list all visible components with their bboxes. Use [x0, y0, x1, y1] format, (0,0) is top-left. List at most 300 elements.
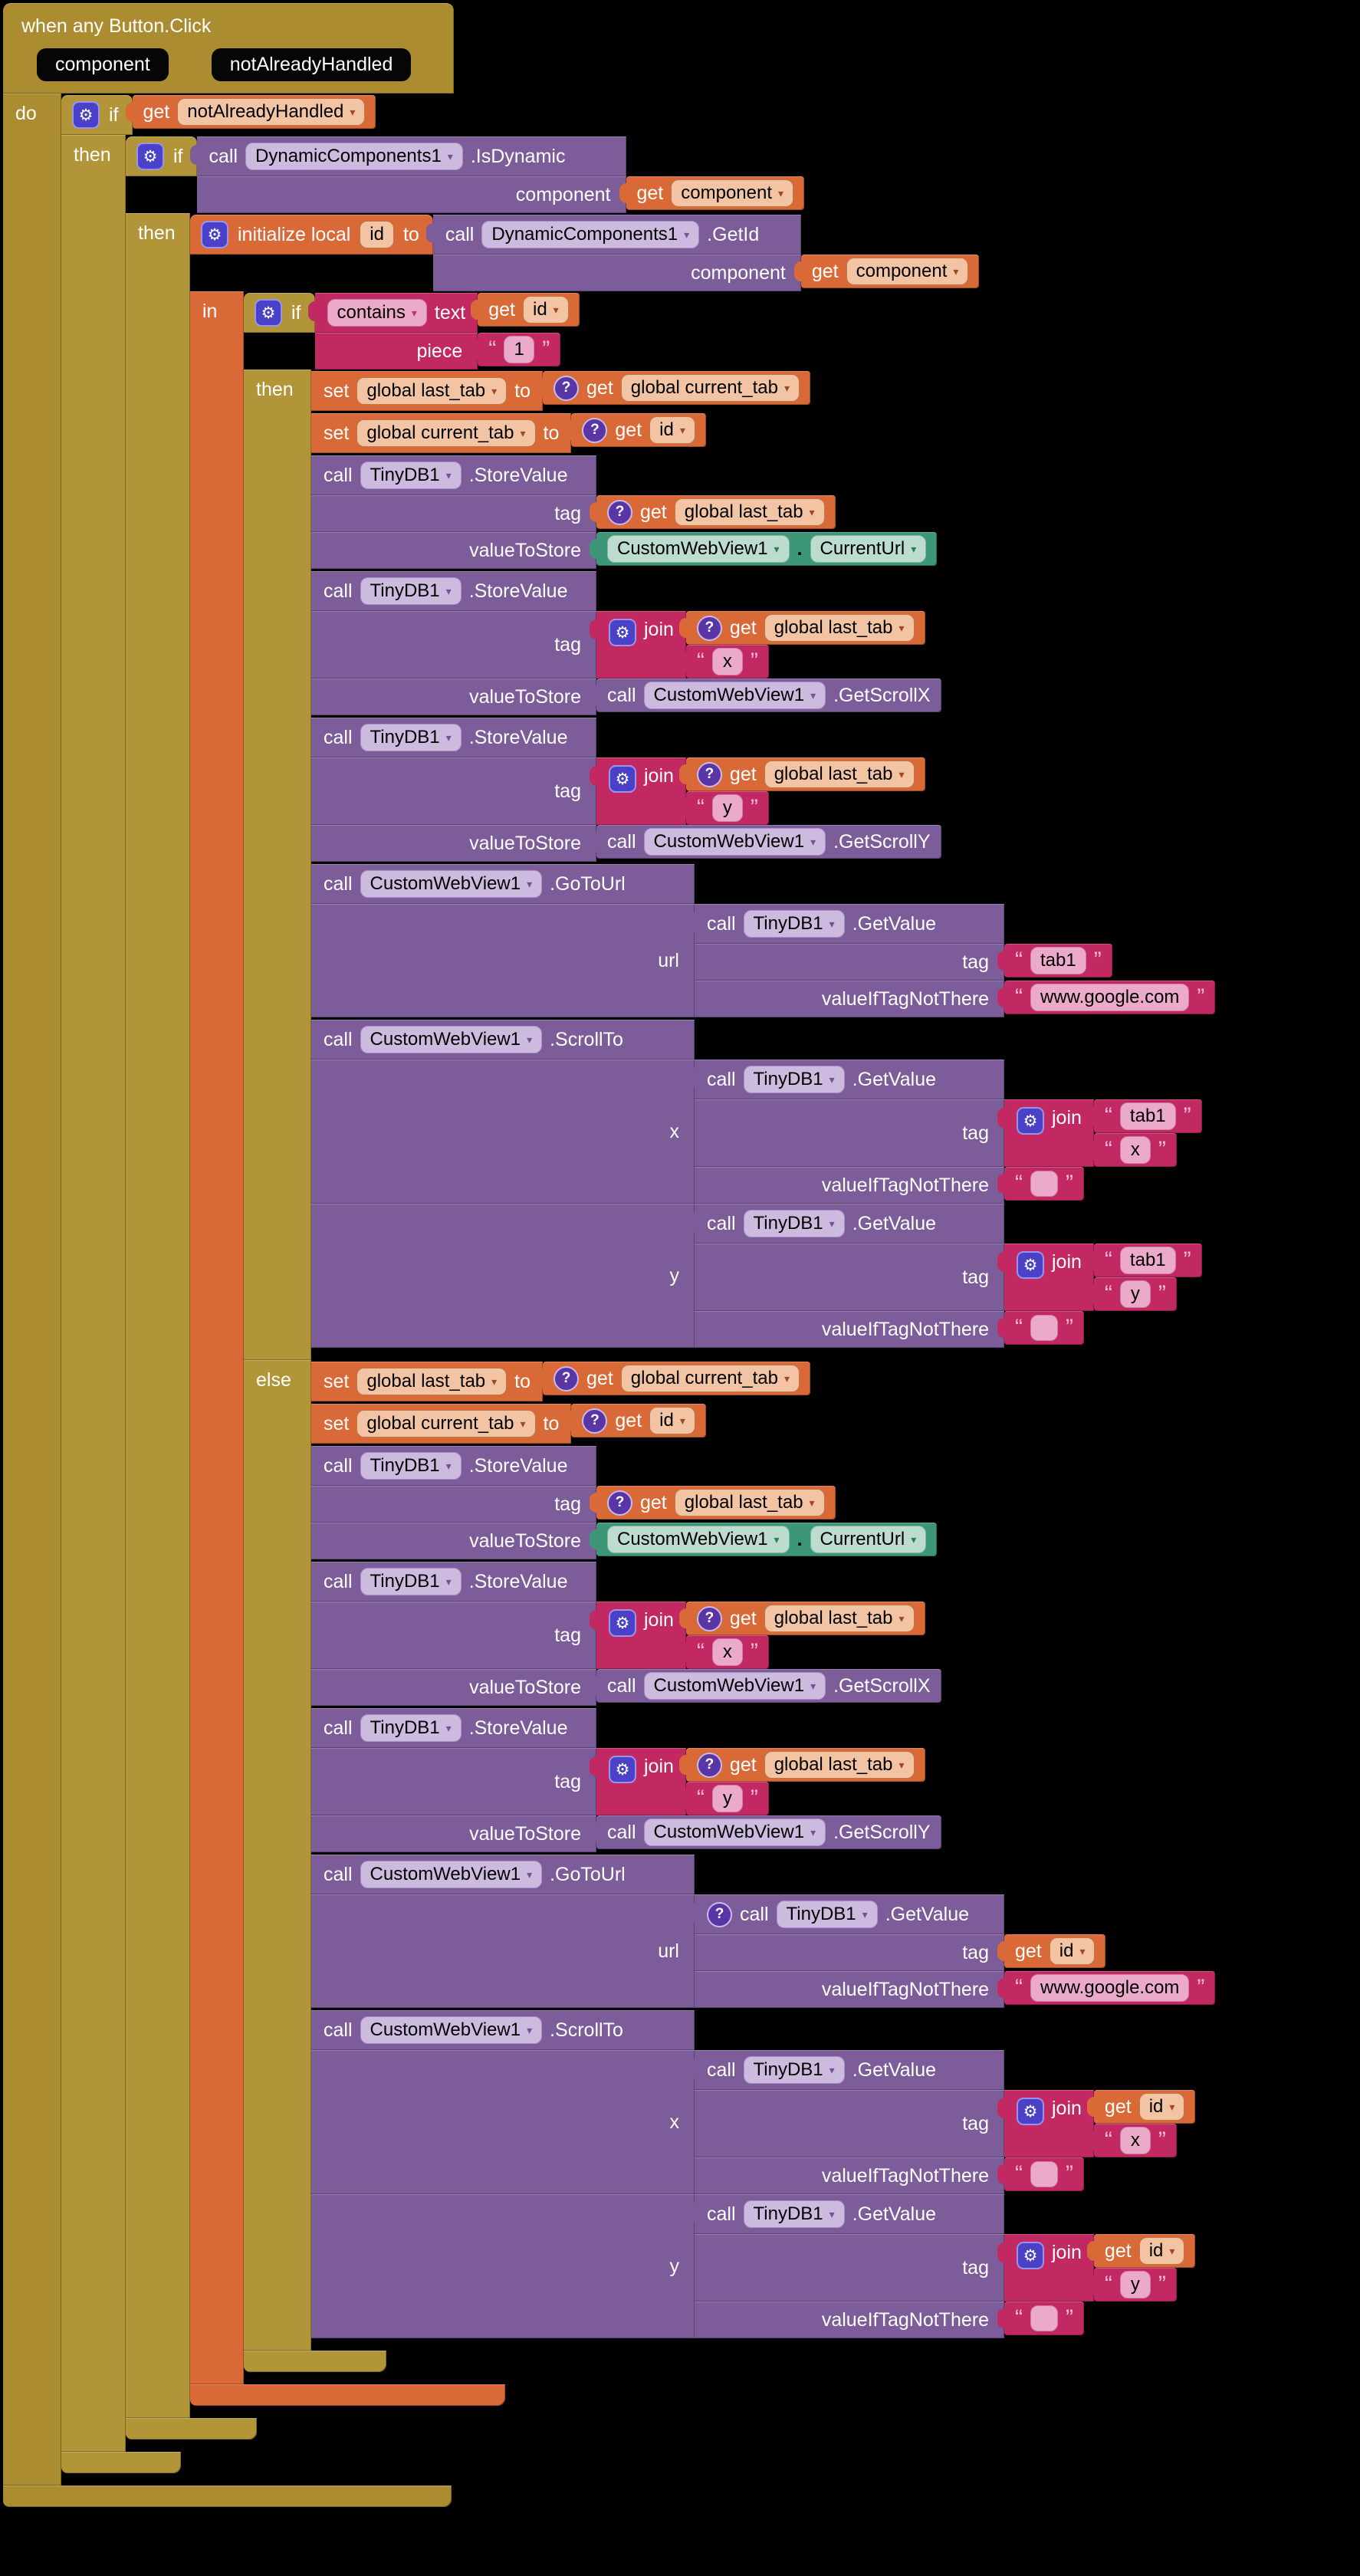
mutator-gear-icon[interactable]: ⚙ [609, 619, 636, 646]
param-label-valuetostore: valueToStore [311, 678, 596, 715]
open-quote: “ [488, 337, 497, 362]
text-string-block[interactable] [1094, 2268, 1177, 2302]
mutator-gear-icon[interactable]: ⚙ [1017, 1107, 1044, 1135]
component-dropdown-field[interactable]: TinyDB1 ▾ [360, 724, 462, 751]
method-name: .GetScrollX [833, 684, 931, 706]
dropdown-arrow-icon[interactable]: ▾ [520, 1418, 526, 1430]
open-quote: “ [1015, 2305, 1023, 2331]
param-label-valuetostore: valueToStore [311, 1669, 596, 1706]
call-tinydb-getvalue-block[interactable]: call TinyDB1 ▾ .GetValue tag ⚙ join “ tab1 ” “ y ” valueIfTagNotThere “ ” [695, 1204, 1202, 1348]
call-tinydb-storevalue-block[interactable]: call TinyDB1 ▾ .StoreValue tag ⚙ join ? get global last_tab ▾ “ x ” valueToStore call CustomWebView1 ▾ .GetScrollX [311, 571, 941, 715]
question-badge-icon[interactable]: ? [697, 616, 722, 641]
text-param-label: text [434, 301, 466, 324]
variable-dropdown-field[interactable]: id ▾ [649, 416, 695, 444]
block-foot [244, 2351, 386, 2372]
get-component-block[interactable]: get component ▾ [626, 176, 805, 210]
open-quote: “ [1015, 1975, 1023, 2000]
join-block[interactable]: ⚙ join ? get global last_tab ▾ “ x ” [596, 1602, 925, 1669]
text-string-block[interactable] [686, 1635, 769, 1669]
call-gotourl-block[interactable]: call CustomWebView1 ▾ .GoToUrl url call TinyDB1 ▾ .GetValue tag “ tab1 ” valueIfTagNotThere “ www.google.com ” [311, 864, 1215, 1017]
dropdown-arrow-icon[interactable]: ▾ [679, 424, 685, 436]
param-label-valuetostore: valueToStore [311, 1523, 596, 1559]
close-quote: ” [1066, 1171, 1073, 1196]
text-string-block[interactable] [1004, 944, 1112, 978]
dropdown-arrow-icon[interactable]: ▾ [445, 585, 452, 597]
method-name: .StoreValue [468, 580, 568, 602]
call-tinydb-getvalue-block[interactable]: ? call TinyDB1 ▾ .GetValue tag get id ▾ valueIfTagNotThere “ www.google.com ” [695, 1894, 1215, 2008]
text-string-block[interactable] [1004, 1971, 1215, 2005]
call-getscrolly-block[interactable]: call CustomWebView1 ▾ .GetScrollY [596, 1815, 941, 1849]
dropdown-arrow-icon[interactable]: ▾ [445, 1460, 452, 1472]
dropdown-arrow-icon[interactable]: ▾ [491, 1375, 498, 1388]
get-notalreadyhandled-block[interactable]: get notAlreadyHandled ▾ [133, 95, 376, 129]
variable-dropdown-field[interactable]: component ▾ [846, 258, 969, 285]
local-name-field[interactable]: id [360, 221, 394, 248]
call-tinydb-storevalue-block[interactable]: call TinyDB1 ▾ .StoreValue tag ? get global last_tab ▾ valueToStore CustomWebView1 ▾ . CurrentUrl ▾ [311, 1446, 937, 1559]
dropdown-arrow-icon[interactable]: ▾ [862, 1908, 868, 1921]
variable-dropdown-field[interactable]: global last_tab ▾ [764, 614, 915, 642]
dropdown-arrow-icon[interactable]: ▾ [1169, 2101, 1175, 2113]
text-field[interactable]: 1 [504, 336, 534, 363]
param-label-tag: tag [311, 1602, 596, 1669]
param-label-url: url [311, 1894, 695, 2008]
mutator-gear-icon[interactable]: ⚙ [255, 299, 282, 327]
call-tinydb-storevalue-block[interactable]: call TinyDB1 ▾ .StoreValue tag ⚙ join ? get global last_tab ▾ “ y ” valueToStore call CustomWebView1 ▾ .GetScrollY [311, 718, 941, 862]
initialize-local-block[interactable] [190, 215, 1215, 2406]
get-global-last-tab-block[interactable]: ? get global last_tab ▾ [596, 1486, 836, 1520]
join-block[interactable]: ⚙ join ? get global last_tab ▾ “ y ” [596, 757, 925, 825]
component-dropdown-field[interactable]: TinyDB1 ▾ [744, 910, 845, 938]
variable-dropdown-field[interactable]: global last_tab ▾ [764, 761, 915, 788]
call-tinydb-getvalue-block[interactable]: call TinyDB1 ▾ .GetValue tag “ tab1 ” valueIfTagNotThere “ www.google.com ” [695, 904, 1215, 1017]
text-field[interactable] [1030, 1171, 1058, 1197]
join-block[interactable]: ⚙ join ? get global last_tab ▾ “ x ” [596, 611, 925, 678]
dropdown-arrow-icon[interactable]: ▾ [810, 836, 816, 848]
dropdown-arrow-icon[interactable]: ▾ [445, 1576, 452, 1588]
open-quote: “ [696, 1786, 705, 1811]
method-name: .GetValue [852, 2058, 937, 2081]
join-block[interactable]: ⚙ join get id ▾ “ x ” [1004, 2090, 1195, 2157]
call-tinydb-storevalue-block[interactable]: call TinyDB1 ▾ .StoreValue tag ⚙ join ? get global last_tab ▾ “ x ” valueToStore call CustomWebView1 ▾ .GetScrollX [311, 1562, 941, 1706]
component-dropdown-field[interactable]: CustomWebView1 ▾ [360, 2016, 543, 2044]
empty-text-string-block[interactable] [1004, 1167, 1084, 1201]
component-dropdown-field[interactable]: DynamicComponents1 ▾ [245, 143, 463, 170]
mutator-gear-icon[interactable]: ⚙ [136, 143, 164, 170]
dropdown-arrow-icon[interactable]: ▾ [783, 382, 790, 394]
component-dropdown-field[interactable]: CustomWebView1 ▾ [360, 870, 543, 898]
param-label-url: url [311, 904, 695, 1017]
if-else-block-contains[interactable] [244, 293, 1215, 2372]
join-block[interactable]: ⚙ join get id ▾ “ y ” [1004, 2234, 1195, 2302]
text-string-block[interactable] [478, 333, 560, 366]
call-tinydb-getvalue-block[interactable]: call TinyDB1 ▾ .GetValue tag ⚙ join get id ▾ “ y ” valueIfTagNotThere “ ” [695, 2194, 1195, 2338]
dropdown-arrow-icon[interactable]: ▾ [445, 469, 452, 481]
dropdown-arrow-icon[interactable]: ▾ [829, 1073, 835, 1086]
call-getscrolly-block[interactable]: call CustomWebView1 ▾ .GetScrollY [596, 825, 941, 859]
open-quote: “ [1104, 1281, 1112, 1306]
variable-dropdown-field[interactable]: global last_tab ▾ [675, 1489, 825, 1516]
get-id-block[interactable]: get id ▾ [1094, 2234, 1195, 2268]
get-global-last-tab-block[interactable]: ? get global last_tab ▾ [686, 1602, 925, 1635]
variable-dropdown-field[interactable]: global last_tab ▾ [675, 498, 825, 526]
component-dropdown-field[interactable]: TinyDB1 ▾ [360, 1568, 462, 1595]
join-block[interactable]: ⚙ join ? get global last_tab ▾ “ y ” [596, 1748, 925, 1815]
component-dropdown-field[interactable]: TinyDB1 ▾ [360, 577, 462, 605]
param-label-y: y [311, 2194, 695, 2338]
text-field[interactable] [1030, 2305, 1058, 2331]
question-badge-icon[interactable]: ? [607, 500, 632, 525]
get-global-current-tab-block[interactable]: ? get global current_tab ▾ [543, 1362, 810, 1395]
text-field[interactable]: x [712, 648, 743, 675]
dropdown-arrow-icon[interactable]: ▾ [829, 2064, 835, 2076]
set-global-current-tab-block[interactable]: set global current_tab ▾ to ? get id ▾ [311, 413, 706, 453]
component-dropdown-field[interactable]: TinyDB1 ▾ [360, 1452, 462, 1480]
method-name: .StoreValue [468, 1454, 568, 1477]
dropdown-arrow-icon[interactable]: ▾ [527, 1868, 533, 1881]
if-header[interactable] [126, 136, 197, 176]
text-field[interactable]: y [1120, 2271, 1151, 2298]
block-foot [190, 2384, 505, 2406]
param-label-valueiftagnotthere: valueIfTagNotThere [695, 1167, 1004, 1204]
question-badge-icon[interactable]: ? [697, 1606, 722, 1631]
text-field[interactable]: x [712, 1638, 743, 1666]
variable-dropdown-field[interactable]: id ▾ [1050, 1937, 1096, 1965]
if-keyword: if [291, 301, 301, 324]
when-any-button-click-event-block[interactable] [3, 3, 1215, 2507]
method-name: .GetValue [852, 1068, 937, 1090]
component-dropdown-field[interactable]: TinyDB1 ▾ [744, 2200, 845, 2228]
dropdown-arrow-icon[interactable]: ▾ [491, 385, 498, 397]
if-header[interactable] [61, 95, 133, 135]
text-field[interactable]: tab1 [1120, 1102, 1176, 1130]
param-label-valueiftagnotthere: valueIfTagNotThere [695, 1971, 1004, 2008]
then-slot [126, 213, 1215, 2418]
dropdown-arrow-icon[interactable]: ▾ [527, 878, 533, 890]
call-scrollto-block[interactable]: call CustomWebView1 ▾ .ScrollTo x call TinyDB1 ▾ .GetValue tag ⚙ join get id ▾ “ x ” valueIfTagNotThere “ ” y call TinyDB1 ▾ .GetValue tag ⚙ join get id ▾ “ y ” valueIfTagNotThere “ ” [311, 2010, 1195, 2338]
text-string-block[interactable] [686, 791, 769, 825]
variable-dropdown-field[interactable]: global current_tab ▾ [621, 1365, 800, 1392]
call-scrollto-block[interactable]: call CustomWebView1 ▾ .ScrollTo x call TinyDB1 ▾ .GetValue tag ⚙ join “ tab1 ” “ x ” valueIfTagNotThere “ ” y call TinyDB1 ▾ .GetValue tag ⚙ join “ tab1 ” “ y ” valueIfTagNotThere “ ” [311, 1020, 1202, 1348]
param-label-tag: tag [311, 495, 596, 532]
question-badge-icon[interactable]: ? [607, 1490, 632, 1516]
open-quote: “ [696, 1639, 705, 1664]
slot-label-then: then [61, 135, 126, 2452]
close-quote: ” [1066, 1315, 1073, 1340]
mutator-gear-icon[interactable]: ⚙ [1017, 2242, 1044, 2269]
empty-text-string-block[interactable] [1004, 2302, 1084, 2335]
dropdown-arrow-icon[interactable]: ▾ [684, 228, 690, 241]
open-quote: “ [696, 649, 705, 674]
call-tinydb-getvalue-block[interactable]: call TinyDB1 ▾ .GetValue tag ⚙ join get id ▾ “ x ” valueIfTagNotThere “ ” [695, 2050, 1195, 2194]
dropdown-arrow-icon[interactable]: ▾ [774, 1533, 780, 1546]
text-string-block[interactable] [1004, 981, 1215, 1014]
text-field[interactable]: x [1120, 2127, 1151, 2154]
text-field[interactable]: www.google.com [1030, 1974, 1189, 2002]
param-label-valuetostore: valueToStore [311, 532, 596, 569]
initialize-local-header[interactable]: ⚙ initialize local id to [190, 215, 433, 255]
dropdown-arrow-icon[interactable]: ▾ [520, 427, 526, 439]
component-dropdown-field[interactable]: TinyDB1 ▾ [360, 1714, 462, 1742]
block-foot [61, 2452, 181, 2473]
set-global-last-tab-block[interactable]: set global last_tab ▾ to ? get global current_tab ▾ [311, 371, 810, 411]
dropdown-arrow-icon[interactable]: ▾ [527, 2024, 533, 2036]
open-quote: “ [1015, 984, 1023, 1010]
open-quote: “ [1104, 1103, 1112, 1129]
call-tinydb-getvalue-block[interactable]: call TinyDB1 ▾ .GetValue tag ⚙ join “ tab1 ” “ x ” valueIfTagNotThere “ ” [695, 1060, 1202, 1204]
dropdown-arrow-icon[interactable]: ▾ [810, 689, 816, 702]
dropdown-arrow-icon[interactable]: ▾ [445, 731, 452, 744]
method-name: .IsDynamic [470, 145, 566, 167]
dropdown-arrow-icon[interactable]: ▾ [445, 1722, 452, 1734]
get-global-last-tab-block[interactable]: ? get global last_tab ▾ [686, 757, 925, 791]
component-dropdown-field[interactable]: TinyDB1 ▾ [744, 1066, 845, 1093]
property-dropdown-field[interactable]: CurrentUrl ▾ [810, 1526, 927, 1553]
dropdown-arrow-icon[interactable]: ▾ [783, 1372, 790, 1385]
open-quote: “ [1104, 2272, 1112, 2297]
mutator-gear-icon[interactable]: ⚙ [1017, 2098, 1044, 2125]
dropdown-arrow-icon[interactable]: ▾ [1169, 2245, 1175, 2257]
open-quote: “ [1104, 2128, 1112, 2153]
component-dropdown-field[interactable]: TinyDB1 ▾ [744, 2056, 845, 2084]
webview-currenturl-getter-block[interactable]: CustomWebView1 ▾ . CurrentUrl ▾ [596, 532, 937, 566]
slot-label-then: then [244, 370, 311, 1360]
webview-currenturl-getter-block[interactable]: CustomWebView1 ▾ . CurrentUrl ▾ [596, 1523, 937, 1556]
dropdown-arrow-icon[interactable]: ▾ [829, 2208, 835, 2220]
join-block[interactable]: ⚙ join “ tab1 ” “ y ” [1004, 1244, 1202, 1311]
text-string-block[interactable] [1094, 1277, 1177, 1311]
variable-dropdown-field[interactable]: id ▾ [1139, 2093, 1185, 2121]
dropdown-arrow-icon[interactable]: ▾ [898, 622, 905, 634]
in-slot [190, 291, 1215, 2384]
close-quote: ” [750, 795, 758, 820]
text-string-block[interactable] [686, 645, 769, 678]
close-quote: ” [1158, 2272, 1166, 2297]
component-dropdown-field[interactable]: DynamicComponents1 ▾ [481, 221, 699, 248]
question-badge-icon[interactable]: ? [554, 1366, 579, 1392]
close-quote: ” [750, 1639, 758, 1664]
dropdown-arrow-icon[interactable]: ▾ [809, 1497, 815, 1509]
param-label-valueiftagnotthere: valueIfTagNotThere [695, 1311, 1004, 1348]
method-name: .GetValue [852, 912, 937, 935]
component-dropdown-field[interactable]: CustomWebView1 ▾ [644, 1672, 826, 1700]
property-dropdown-field[interactable]: CurrentUrl ▾ [810, 535, 927, 563]
call-getscrollx-block[interactable]: call CustomWebView1 ▾ .GetScrollX [596, 678, 941, 712]
text-field[interactable]: tab1 [1030, 947, 1086, 974]
method-name: .StoreValue [468, 726, 568, 748]
dropdown-arrow-icon[interactable]: ▾ [553, 304, 559, 316]
event-params-row [20, 48, 454, 81]
dropdown-arrow-icon[interactable]: ▾ [829, 1217, 835, 1230]
text-string-block[interactable] [1094, 1244, 1202, 1277]
get-global-last-tab-block[interactable]: ? get global last_tab ▾ [686, 1748, 925, 1782]
component-dropdown-field[interactable]: CustomWebView1 ▾ [360, 1861, 543, 1888]
contains-text-block[interactable] [315, 293, 580, 370]
component-dropdown-field[interactable]: TinyDB1 ▾ [744, 1210, 845, 1237]
component-dropdown-field[interactable]: CustomWebView1 ▾ [607, 1526, 790, 1553]
get-global-last-tab-block[interactable]: ? get global last_tab ▾ [596, 495, 836, 529]
variable-dropdown-field[interactable]: global last_tab ▾ [764, 1751, 915, 1779]
variable-dropdown-field[interactable]: global last_tab ▾ [764, 1605, 915, 1632]
text-string-block[interactable] [686, 1782, 769, 1815]
component-dropdown-field[interactable]: TinyDB1 ▾ [360, 462, 462, 489]
mutator-gear-icon[interactable]: ⚙ [1017, 1251, 1044, 1279]
param-label-tag: tag [695, 1099, 1004, 1167]
open-quote: “ [1015, 1315, 1023, 1340]
join-block[interactable]: ⚙ join “ tab1 ” “ x ” [1004, 1099, 1202, 1167]
param-label-component: component [433, 255, 801, 291]
method-name: .StoreValue [468, 1570, 568, 1592]
get-id-block[interactable]: ? get id ▾ [571, 1404, 705, 1438]
get-id-block[interactable]: get id ▾ [1004, 1934, 1105, 1968]
variable-dropdown-field[interactable]: global current_tab ▾ [356, 1410, 535, 1438]
mutator-gear-icon[interactable]: ⚙ [609, 1756, 636, 1783]
question-badge-icon[interactable]: ? [697, 1753, 722, 1778]
param-label-valueiftagnotthere: valueIfTagNotThere [695, 2157, 1004, 2194]
variable-dropdown-field[interactable]: id ▾ [1139, 2237, 1185, 2265]
dropdown-arrow-icon[interactable]: ▾ [447, 150, 453, 163]
text-string-block[interactable] [1094, 1133, 1177, 1167]
variable-dropdown-field[interactable]: component ▾ [671, 179, 793, 207]
text-field[interactable]: x [1120, 1136, 1151, 1164]
param-label-y: y [311, 1204, 695, 1348]
if-block-outer[interactable] [61, 95, 1215, 2473]
dropdown-arrow-icon[interactable]: ▾ [953, 265, 959, 278]
text-field[interactable]: www.google.com [1030, 984, 1189, 1011]
component-dropdown-field[interactable]: CustomWebView1 ▾ [607, 535, 790, 563]
question-badge-icon[interactable]: ? [582, 418, 607, 443]
contains-dropdown-field[interactable]: contains ▾ [327, 299, 427, 327]
variable-dropdown-field[interactable]: id ▾ [523, 296, 569, 324]
component-dropdown-field[interactable]: CustomWebView1 ▾ [644, 682, 826, 709]
text-field[interactable]: tab1 [1120, 1247, 1176, 1274]
text-field[interactable]: y [712, 1785, 743, 1812]
component-dropdown-field[interactable]: CustomWebView1 ▾ [644, 828, 826, 856]
call-tinydb-storevalue-block[interactable]: call TinyDB1 ▾ .StoreValue tag ⚙ join ? get global last_tab ▾ “ y ” valueToStore call CustomWebView1 ▾ .GetScrollY [311, 1708, 941, 1852]
empty-text-string-block[interactable] [1004, 2157, 1084, 2191]
dropdown-arrow-icon[interactable]: ▾ [350, 106, 356, 118]
get-global-current-tab-block[interactable]: ? get global current_tab ▾ [543, 371, 810, 405]
if-header[interactable] [244, 293, 315, 333]
text-field[interactable] [1030, 2161, 1058, 2187]
dropdown-arrow-icon[interactable]: ▾ [898, 1612, 905, 1625]
mutator-gear-icon[interactable]: ⚙ [609, 1609, 636, 1637]
param-label-tag: tag [695, 2090, 1004, 2157]
dropdown-arrow-icon[interactable]: ▾ [810, 1680, 816, 1692]
method-name: .GetScrollY [833, 830, 931, 853]
call-tinydb-storevalue-block[interactable]: call TinyDB1 ▾ .StoreValue tag ? get global last_tab ▾ valueToStore CustomWebView1 ▾ . CurrentUrl ▾ [311, 455, 937, 569]
param-label-tag: tag [695, 2234, 1004, 2302]
get-id-block[interactable]: get id ▾ [1094, 2090, 1195, 2124]
text-string-block[interactable] [1094, 2124, 1177, 2157]
mutator-gear-icon[interactable]: ⚙ [72, 101, 100, 129]
close-quote: ” [1158, 1137, 1166, 1162]
close-quote: ” [1158, 1281, 1166, 1306]
variable-dropdown-field[interactable]: notAlreadyHandled ▾ [177, 98, 365, 126]
event-param-pill-notalreadyhandled[interactable]: notAlreadyHandled [212, 48, 412, 81]
close-quote: ” [542, 337, 550, 362]
question-badge-icon[interactable]: ? [697, 762, 722, 787]
if-block-isdynamic[interactable] [126, 136, 1215, 2440]
get-id-block[interactable]: get id ▾ [478, 293, 579, 327]
dropdown-arrow-icon[interactable]: ▾ [679, 1414, 685, 1427]
question-badge-icon[interactable]: ? [582, 1408, 607, 1434]
call-gotourl-block[interactable]: call CustomWebView1 ▾ .GoToUrl url ? call TinyDB1 ▾ .GetValue tag get id ▾ valueIfTagNotThere “ www.google.com ” [311, 1855, 1215, 2008]
method-name: .GetScrollX [833, 1674, 931, 1697]
method-name: .GetScrollY [833, 1821, 931, 1843]
call-getscrollx-block[interactable]: call CustomWebView1 ▾ .GetScrollX [596, 1669, 941, 1703]
dropdown-arrow-icon[interactable]: ▾ [778, 187, 784, 199]
dropdown-arrow-icon[interactable]: ▾ [527, 1033, 533, 1046]
open-quote: “ [696, 795, 705, 820]
variable-dropdown-field[interactable]: id ▾ [649, 1407, 695, 1434]
variable-dropdown-field[interactable]: global current_tab ▾ [356, 419, 535, 447]
dropdown-arrow-icon[interactable]: ▾ [829, 918, 835, 930]
event-param-pill-component[interactable]: component [37, 48, 169, 81]
mutator-gear-icon[interactable]: ⚙ [609, 765, 636, 793]
param-label-tag: tag [311, 757, 596, 825]
variable-dropdown-field[interactable]: global current_tab ▾ [621, 374, 800, 402]
dropdown-arrow-icon[interactable]: ▾ [1079, 1945, 1086, 1957]
get-global-last-tab-block[interactable]: ? get global last_tab ▾ [686, 611, 925, 645]
call-isdynamic-block[interactable]: call DynamicComponents1 ▾ .IsDynamic component get component ▾ [197, 136, 805, 213]
param-label-tag: tag [695, 1934, 1004, 1971]
text-field[interactable]: y [1120, 1280, 1151, 1308]
variable-dropdown-field[interactable]: global last_tab ▾ [356, 377, 507, 405]
mutator-gear-icon[interactable]: ⚙ [201, 221, 228, 248]
event-block-header[interactable] [3, 3, 454, 94]
open-quote: “ [1015, 948, 1023, 973]
method-name: .GetId [707, 223, 760, 245]
get-id-block[interactable]: ? get id ▾ [571, 413, 705, 447]
close-quote: ” [1066, 2161, 1073, 2187]
do-slot [3, 94, 1215, 2486]
param-label-x: x [311, 1060, 695, 1204]
component-dropdown-field[interactable]: CustomWebView1 ▾ [360, 1026, 543, 1053]
text-field[interactable] [1030, 1315, 1058, 1341]
param-label-tag: tag [695, 1244, 1004, 1311]
dropdown-arrow-icon[interactable]: ▾ [810, 1826, 816, 1838]
close-quote: ” [1197, 984, 1205, 1010]
if-keyword: if [173, 145, 183, 167]
empty-text-string-block[interactable] [1004, 1311, 1084, 1345]
dropdown-arrow-icon[interactable]: ▾ [898, 1759, 905, 1771]
method-name: .GetValue [885, 1903, 970, 1925]
variable-dropdown-field[interactable]: global last_tab ▾ [356, 1368, 507, 1395]
block-foot [126, 2418, 257, 2440]
set-global-last-tab-block[interactable]: set global last_tab ▾ to ? get global current_tab ▾ [311, 1362, 810, 1401]
dropdown-arrow-icon[interactable]: ▾ [898, 768, 905, 780]
dropdown-arrow-icon[interactable]: ▾ [809, 506, 815, 518]
param-label-piece: piece [315, 333, 478, 370]
component-dropdown-field[interactable]: TinyDB1 ▾ [777, 1901, 878, 1928]
component-dropdown-field[interactable]: CustomWebView1 ▾ [644, 1819, 826, 1846]
dropdown-arrow-icon[interactable]: ▾ [411, 307, 417, 319]
text-string-block[interactable] [1094, 1099, 1202, 1133]
question-badge-icon[interactable]: ? [554, 376, 579, 401]
set-global-current-tab-block[interactable]: set global current_tab ▾ to ? get id ▾ [311, 1404, 706, 1444]
method-name: .StoreValue [468, 464, 568, 486]
close-quote: ” [1183, 1247, 1191, 1273]
dropdown-arrow-icon[interactable]: ▾ [774, 543, 780, 555]
method-name: .ScrollTo [550, 2019, 623, 2041]
dropdown-arrow-icon[interactable]: ▾ [911, 543, 917, 555]
get-component-block[interactable]: get component ▾ [801, 255, 980, 288]
call-getid-block[interactable]: call DynamicComponents1 ▾ .GetId component get component ▾ [433, 215, 980, 291]
param-label-valuetostore: valueToStore [311, 1815, 596, 1852]
dropdown-arrow-icon[interactable]: ▾ [911, 1533, 917, 1546]
text-field[interactable]: y [712, 794, 743, 822]
question-badge-icon[interactable]: ? [707, 1902, 732, 1927]
